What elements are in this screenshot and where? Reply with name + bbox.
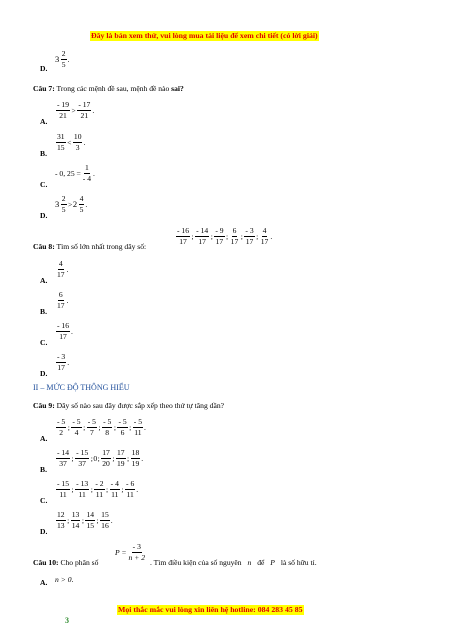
q8-option-d-label: D. [40,369,48,378]
fraction: $\frac{10}{3}$ [73,132,82,152]
q9-option-b-label: B. [40,465,47,474]
fraction: $\frac{- 5}{8}$ [103,417,112,437]
q9-option-a-value: $\frac{- 5}{2}$ ; $\frac{- 5}{4}$ ; $\frac{- 5}{7}$ ; $\frac{- 5}{8}$ ; $\frac{- 5}{6}$ ; $\frac{- 5}{11}$ . [57,417,146,437]
fraction: $\frac{4}{17}$ [260,226,269,246]
q10-formula: P = $\frac{- 3}{n + 2}$ [115,542,146,562]
fraction: $\frac{- 4}{11}$ [110,479,119,499]
fraction: $\frac{15}{16}$ [101,510,109,530]
q9-option-c-value: $\frac{- 15}{11}$ ; $\frac{- 13}{11}$ ; $\frac{- 2}{11}$ ; $\frac{- 4}{11}$ ; $\frac{- 6}{11}$ . [57,479,139,499]
fraction: $\frac{- 5}{2}$ [57,417,66,437]
q8-sequence: $\frac{- 16}{17}$ ; $\frac{- 14}{17}$ ; $\frac{- 9}{17}$ ; $\frac{6}{17}$ ; $\frac{- 3}{17}$ ; $\frac{4}{17}$ . [177,226,273,246]
q6-option-d-value: 3 $\frac{2}{5}$ . [55,49,70,69]
q7-option-d-value: 3 $\frac{2}{5}$ > 2 $\frac{4}{5}$ . [55,194,88,214]
q7-option-c-value: - 0, 25 = $\frac{1}{- 4}$ . [55,163,95,183]
fraction: $\frac{- 3}{n + 2}$ [128,542,146,562]
q9-question: Câu 9: Dãy số nào sau đây được sắp xếp theo thứ tự tăng dần? [33,401,224,410]
fraction: $\frac{- 16}{17}$ [57,321,70,341]
q8-option-d-value: $\frac{- 3}{17}$ . [57,352,70,372]
q8-option-c-label: C. [40,338,48,347]
fraction: $\frac{- 6}{11}$ [126,479,135,499]
footer-banner: Mọi thắc mắc vui lòng xin liên hệ hotline: 084 283 45 85 [118,605,303,614]
fraction: $\frac{- 16}{17}$ [177,226,190,246]
fraction: $\frac{- 14}{17}$ [196,226,209,246]
fraction: $\frac{2}{5}$ [61,194,66,214]
fraction: $\frac{- 5}{6}$ [118,417,127,437]
fraction: $\frac{- 13}{11}$ [76,479,89,499]
q7-option-b-label: B. [40,149,47,158]
q7-option-d-label: D. [40,211,48,220]
fraction: $\frac{6}{17}$ [57,290,65,310]
q7-question: Câu 7: Trong các mệnh đề sau, mệnh đề nào sai? [33,84,184,93]
fraction: $\frac{- 2}{11}$ [95,479,104,499]
q6-option-d-label: D. [40,64,48,73]
fraction: $\frac{- 15}{37}$ [76,448,89,468]
q7-option-a-label: A. [40,117,48,126]
fraction: $\frac{4}{17}$ [57,259,65,279]
q8-option-a-label: A. [40,276,48,285]
q9-option-b-value: $\frac{- 14}{37}$ ; $\frac{- 15}{37}$ ; 0 ; $\frac{17}{20}$ ; $\frac{17}{19}$ ; $\frac{18}{19}$ . [57,448,144,468]
section-title: II – MỨC ĐỘ THÔNG HIỂU [33,383,130,392]
q8-option-b-value: $\frac{6}{17}$ . [57,290,69,310]
q10-condition-text: . Tìm điều kiện của số nguyên n để P là số hữu tỉ. [150,558,317,567]
fraction: $\frac{18}{19}$ [131,448,140,468]
q8-option-a-value: $\frac{4}{17}$ . [57,259,69,279]
fraction: $\frac{- 5}{4}$ [72,417,81,437]
fraction: $\frac{12}{13}$ [57,510,65,530]
q9-option-a-label: A. [40,434,48,443]
q8-option-c-value: $\frac{- 16}{17}$ . [57,321,73,341]
fraction: $\frac{- 5}{11}$ [133,417,143,437]
fraction: $\frac{31}{15}$ [57,132,65,152]
q9-option-d-value: $\frac{12}{13}$ ; $\frac{13}{14}$ ; $\frac{14}{15}$ ; $\frac{15}{16}$ . [57,510,113,530]
q7-option-c-label: C. [40,180,48,189]
fraction: $\frac{- 5}{7}$ [87,417,96,437]
fraction: $\frac{6}{17}$ [230,226,239,246]
q8-option-b-label: B. [40,307,47,316]
fraction: $\frac{- 15}{11}$ [57,479,70,499]
q8-question: Câu 8: Tìm số lớn nhất trong dãy số: [33,242,147,251]
fraction: $\frac{- 19}{21}$ [57,100,70,120]
fraction: $\frac{17}{19}$ [116,448,125,468]
q9-option-d-label: D. [40,527,48,536]
fraction: $\frac{- 3}{17}$ [245,226,254,246]
q7-option-b-value: $\frac{31}{15}$ < $\frac{10}{3}$ . [57,132,86,152]
fraction: $\frac{- 9}{17}$ [215,226,224,246]
fraction: $\frac{- 17}{21}$ [78,100,91,120]
q10-option-a-value: n > 0. [55,575,74,584]
fraction: $\frac{2}{5}$ [61,49,66,69]
q10-option-a-label: A. [40,578,48,587]
fraction: $\frac{17}{20}$ [102,448,110,468]
q9-option-c-label: C. [40,496,48,505]
q7-option-a-value: $\frac{- 19}{21}$ > $\frac{- 17}{21}$ . [57,100,95,120]
page-number: 3 [65,616,69,625]
fraction: $\frac{4}{5}$ [79,194,84,214]
fraction: $\frac{14}{15}$ [86,510,95,530]
fraction: $\frac{13}{14}$ [71,510,80,530]
fraction: $\frac{- 3}{17}$ [57,352,66,372]
fraction: $\frac{1}{- 4}$ [82,163,92,183]
q10-label-text: Câu 10: Cho phân số [33,558,99,567]
mixed-whole: 3 [55,54,60,65]
fraction: $\frac{- 14}{37}$ [57,448,70,468]
header-banner: Đây là bản xem thử, vui lòng mua tài liệu để xem chi tiết (có lời giải) [91,31,318,40]
